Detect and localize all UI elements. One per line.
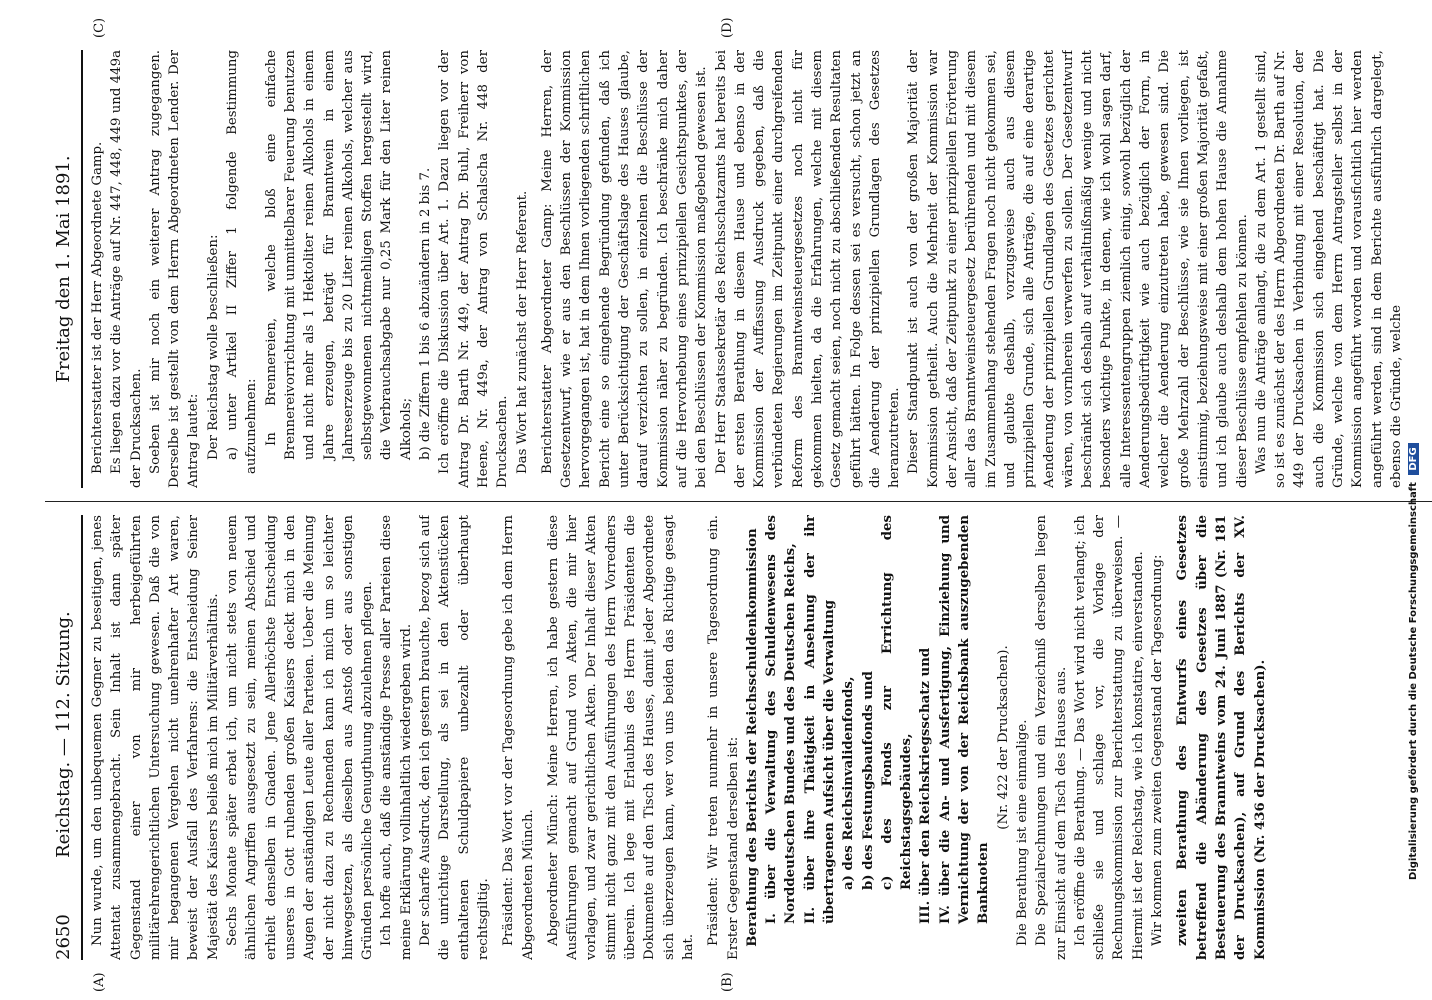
running-title-left: Reichstag. — 112. Sitzung. xyxy=(52,611,74,858)
column-divider xyxy=(45,501,1432,502)
agenda-heading: Berathung des Berichts der Reichsschuldenkommission xyxy=(744,528,760,947)
paragraph: (Nr. 422 der Drucksachen). xyxy=(995,645,1011,830)
paragraph: Nun wurde, um den unbequemen Gegner zu beseitigen, jenes Attentat zusammengebracht. Sein Inhalt ist dann später Gegenstand einer von mir herbeigeführten militärehrengerichtlichen Untersuchung gewesen. Daß die von mir begangenen Vergehen nicht unehrenhafter Art waren, beweist der Ausfall des Verfahrens: die Entscheidung Seiner Majestät des Kaisers beließ mich im Militärverhältnis. xyxy=(90,515,221,960)
margin-mark-a: (A) xyxy=(92,972,107,992)
page-number: 2650 xyxy=(52,914,74,960)
paragraph: Dieser Standpunkt ist auch von der großen Majorität der Kommission getheilt. Auch die Mehrheit der Kommission war der Ansicht, daß der Zeitpunkt zu einer prinzipiellen Erörterung aller das Branntweinsteuergesetz berührenden und mit diesem im Zusammenhang stehenden Fragen noch nicht gekommen sei, und glaubte deshalb, vorzugsweise auch aus diesem prinzipiellen Grunde, sich alle Anträge, die auf eine derartige Aenderung der prinzipiellen Grundlagen des Gesetzes gerichtet wären, von vornherein verwerfen zu sollen. Der Gesetzentwurf beschränkt sich deshalb auf verhältnißmäßig wenige und nicht besonders wichtige Punkte, in denen, wie ich wohl sagen darf, alle Interessentengruppen ziemlich einig, sowohl bezüglich der Aenderungsbedürftigkeit wie auch bezüglich der Form, in welcher die Aenderung einzutreten habe, gewesen sind. Die große Mehrzahl der Beschlüsse, wie sie Ihnen vorliegen, ist einstimmig, beziehungsweise mit einer großen Majorität gefaßt, und ich glaube auch deshalb dem hohen Hause die Annahme dieser Beschlüsse empfehlen zu können. xyxy=(906,50,1250,488)
agenda-subitem: b) des Festungsbaufonds und xyxy=(860,671,876,890)
left-page-header xyxy=(45,515,83,960)
paragraph: Der Reichstag wolle beschließen: xyxy=(205,234,221,460)
speaker-paragraph: Berichterstatter Abgeordneter Gamp: Meine Herren, der Gesetzentwurf, wie er aus den Beschlüssen der Kommission hervorgegangen ist, hat in dem Ihnen vorliegenden schriftlichen Bericht eine so eingehende Begründung gefunden, daß ich unter Berücksichtigung der Geschäftslage des Hauses glaube, darauf verzichten zu sollen, in einzelnen die Beschlüsse der Kommission näher zu begründen. Ich beschränke mich daher auf die Hervorhebung eines prinzipiellen Gesichtspunktes, der bei den Beschlüssen der Kommission maßgebend gewesen ist. xyxy=(539,50,710,488)
agenda-heading: zweiten Berathung des Entwurfs eines Gesetzes betreffend die Abänderung des Gesetzes über die Besteuerung des Branntweins vom 24. Juni 1887 (Nr. 181 der Drucksachen), auf Grund des Berichts der XV. Kommission (Nr. 436 der Drucksachen). xyxy=(1175,515,1268,960)
paragraph: Wir kommen zum zweiten Gegenstand der Tagesordnung: xyxy=(1150,554,1166,946)
margin-mark-c: (C) xyxy=(92,17,107,38)
speaker-paragraph: Präsident: Das Wort vor der Tagesordnung gebe ich dem Herrn Abgeordneten Münch. xyxy=(501,515,536,960)
paragraph: Die Berathung ist eine einmalige. xyxy=(1014,719,1030,946)
margin-mark-d: (D) xyxy=(720,17,735,38)
agenda-subitem: a) des Reichsinvalidenfonds, xyxy=(841,676,857,890)
paragraph: Das Wort hat zunächst der Herr Referent. xyxy=(514,190,530,474)
paragraph: a) unter Artikel II Ziffer 1 folgende Bestimmung aufzunehmen: xyxy=(225,50,260,474)
paragraph: Soeben ist mir noch ein weiterer Antrag zugegangen. Derselbe ist gestellt von dem Herrn Abgeordneten Lender. Der Antrag lautet: xyxy=(147,50,202,488)
motion-text: In Brennereien, welche bloß eine einfache Brennereivorrichtung mit unmittelbarer Feuerung benutzen und nicht mehr als 1 Hektoliter reinen Alkohols in einem Jahre erzeugen, beträgt für Branntwein in einem Jahreserzeuge bis zu 20 Liter reinen Alkohols, welcher aus selbstgewonnenen nichtmehligen Stoffen hergestellt wird, die Verbrauchsabgabe nur 0,25 Mark für den Liter reinen Alkohols; xyxy=(263,50,414,460)
digitization-text: Digitalisierung gefördert durch die Deutsche Forschungsgemeinschaft xyxy=(1408,482,1419,880)
paragraph: Ich eröffne die Berathung. — Das Wort wird nicht verlangt; ich schließe sie und schlage vor, die Vorlage der Rechnungskommission zur Berichterstattung zu überweisen. — Hiermit ist der Reichstag, wie ich konstatire, einverstanden. xyxy=(1072,515,1146,960)
right-text-column xyxy=(88,50,1418,488)
agenda-item: IV. über die An- und Ausfertigung, Einziehung und Vernichtung der von der Reichsbank auszugebenden Banknoten xyxy=(937,515,992,924)
speaker-paragraph: Präsident: Wir treten nunmehr in unsere Tagesordnung ein. Erster Gegenstand derselben ist: xyxy=(706,515,741,960)
paragraph: Ich hoffe auch, daß die anständige Presse aller Parteien diese meine Erklärung vollinhaltlich wiedergeben wird. xyxy=(379,515,414,960)
paragraph: Sechs Monate später erbat ich, um nicht stets von neuem ähnlichen Angriffen ausgesetzt zu sein, meinen Abschied und erhielt denselben in Gnaden. Jene Allerhöchste Entscheidung unseres in Gott ruhenden großen Kaisers deckt mich in den Augen der anständigen Leute aller Parteien. Ueber die Meinung der nicht dazu zu Rechnenden kann ich mich um so leichter hinwegsetzen, als dieselben aus Anstoß oder aus sonstigen Gründen persönliche Genugthuung abzulehnen pflegen. xyxy=(225,515,376,960)
agenda-item: III. über den Reichskriegsschatz und xyxy=(918,647,934,924)
paragraph: Was nun die Anträge anlangt, die zu dem Art. 1 gestellt sind, so ist es zunächst der des Herrn Abgeordneten Dr. Barth auf Nr. 449 der Drucksachen in Verbindung mit einer Resolution, der auch die Kommission sich eingehend beschäftigt hat. Die Gründe, welche von dem Herrn Antragsteller selbst in der Kommission angeführt worden und vorausfichtlich hier werden angeführt werden, sind in dem Berichte ausführlich dargelegt, ebenso die Gründe, welche xyxy=(1253,50,1404,488)
agenda-subitem: c) des Fonds zur Errichtung des Reichstagsgebäudes, xyxy=(879,515,915,890)
dfg-logo: DFG xyxy=(1408,443,1419,474)
paragraph: b) die Ziffern 1 bis 6 abzuändern in 2 bis 7. xyxy=(418,167,434,460)
margin-mark-b: (B) xyxy=(720,972,735,992)
paragraph: Die Spezialrechnungen und ein Verzeichniß derselben liegen zur Einsicht auf dem Tisch des Hauses aus. xyxy=(1034,515,1069,960)
left-text-column xyxy=(88,515,1428,960)
paragraph: Der Herr Staatssekretär des Reichsschatzamts hat bereits bei der ersten Berathung in diesem Hause und ebenso in der Kommission der Auffassung Ausdruck gegeben, daß die verbündeten Regierungen im Zeitpunkt einer durchgreifenden Reform des Branntweinsteuergesetzes noch nicht für gekommen hielten, da die Erfahrungen, welche mit diesem Gesetz gemacht seien, noch nicht zu abschließenden Resultaten geführt hätten. In Folge dessen sei es versucht, schon jetzt an die Aenderung der prinzipiellen Grundlagen des Gesetzes heranzutreten. xyxy=(713,50,903,488)
paragraph: Ich eröffne die Diskussion über Art. 1. Dazu liegen vor der Antrag Dr. Barth Nr. 449, der Antrag Dr. Buhl, Freiherr von Heene, Nr. 449a, der Antrag von Schalscha Nr. 448 der Drucksachen. xyxy=(437,50,511,488)
paragraph: Es liegen dazu vor die Anträge auf Nr. 447, 448, 449 und 449a der Drucksachen. xyxy=(109,50,144,488)
agenda-item: I. über die Verwaltung des Schuldenwesens des Norddeutschen Bundes und des Deutschen Reichs, xyxy=(764,515,799,924)
digitization-credit xyxy=(1408,443,1419,880)
paragraph: Der scharfe Ausdruck, den ich gestern brauchte, bezog sich auf die unrichtige Darstellung, als sei in den Aktenstücken enthaltenen Schuldpapiere unbezahlt oder überhaupt rechtsgiltig. xyxy=(418,515,491,960)
running-title-right: Freitag den 1. Mai 1891. xyxy=(52,155,74,383)
right-page-header xyxy=(45,50,83,488)
paragraph: Berichterstatter ist der Herr Abgeordnete Gamp. xyxy=(90,141,105,474)
speaker-paragraph: Abgeordneter Münch: Meine Herren, ich habe gestern diese Ausführungen gemacht auf Grund von Akten, die mir hier vorlagen, und zwar gerichtlichen Akten. Der Inhalt dieser Akten stimmt nicht ganz mit den Ausführungen des Herrn Vorredners überein. Ich lege mit Erlaubnis des Herrn Präsidenten die Dokumente auf den Tisch des Hauses, damit jeder Abgeordnete sich überzeugen kann, wer von uns beiden das Richtige gesagt hat. xyxy=(545,515,696,960)
agenda-item: II. über ihre Thätigkeit in Ansehung der ihr übertragenen Aufsicht über die Verwaltung xyxy=(802,515,837,924)
